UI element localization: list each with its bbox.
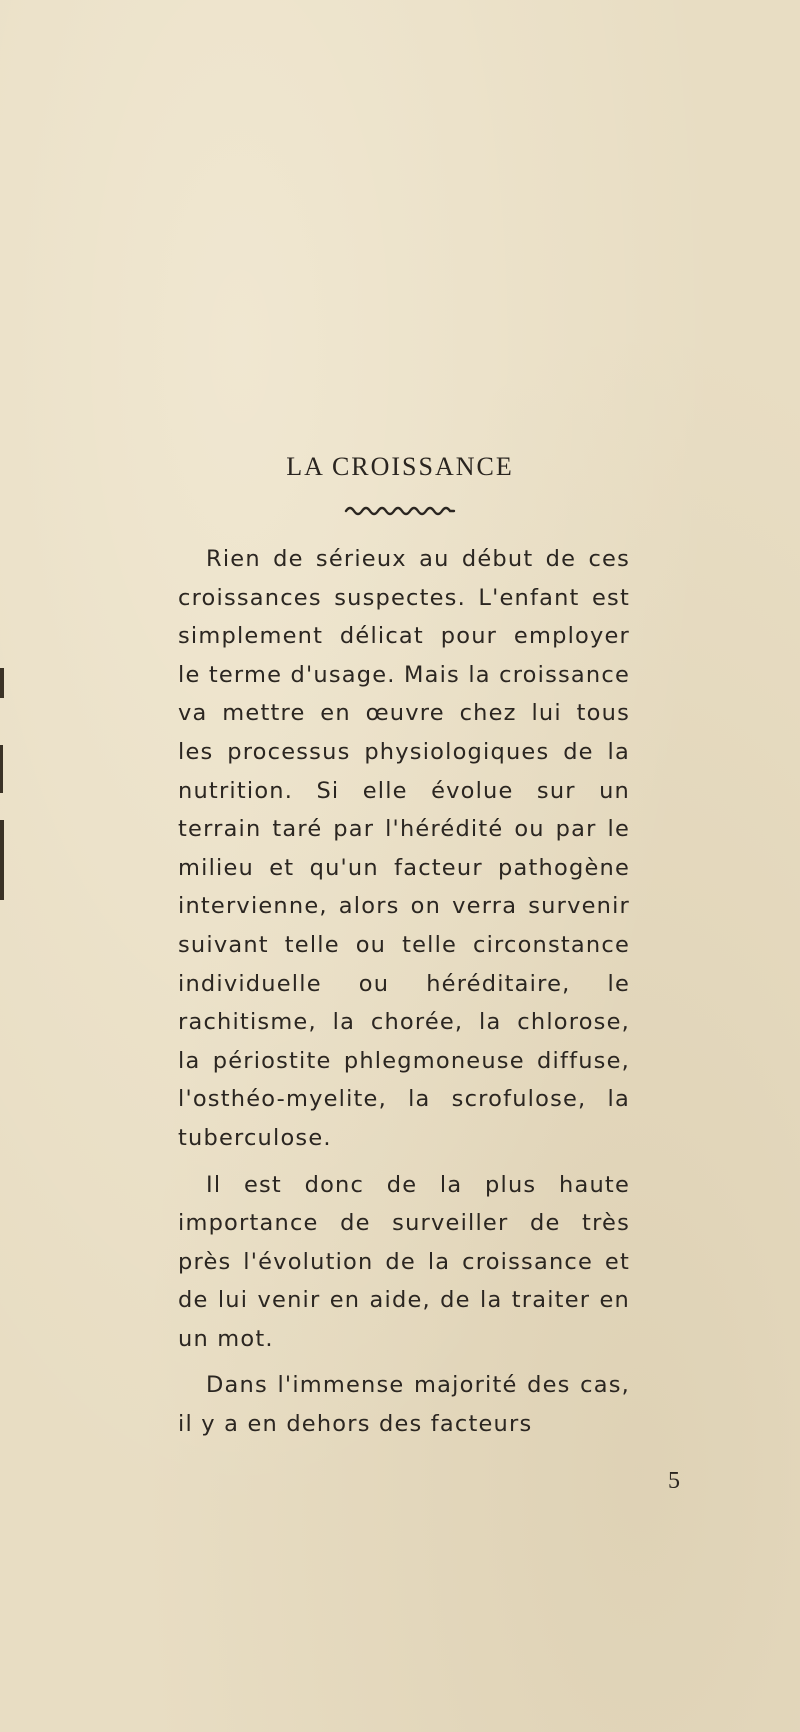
binding-mark [0,820,4,900]
binding-mark [0,668,4,698]
body-text [178,540,630,1452]
chapter-title: LA CROISSANCE [286,452,514,481]
paragraph: Il est donc de la plus haute importance de surveiller de très près l'évolution de la croissance et de lui venir en aide, de la traiter en un mot. [178,1171,630,1352]
page-number: 5 [668,1468,680,1494]
ornament-divider [344,503,456,517]
paragraph: Rien de sérieux au début de ces croissances suspectes. L'enfant est simplement délicat pour employer le terme d'usage. Mais la croissance va mettre en œuvre chez lui tous les processus physiologiques de la nutrition. Si elle évolue sur un terrain taré par l'hérédité ou par le milieu et qu'un facteur pathogène intervienne, alors on verra survenir suivant telle ou telle circonstance individuelle ou héréditaire, le rachitisme, la chorée, la chlorose, la périostite phlegmoneuse diffuse, l'osthéo-myelite, la scrofulose, la tuberculose. [178,546,630,1151]
paragraph: Dans l'immense majorité des cas, il y a en dehors des facteurs [178,1372,630,1438]
binding-mark [0,745,3,793]
